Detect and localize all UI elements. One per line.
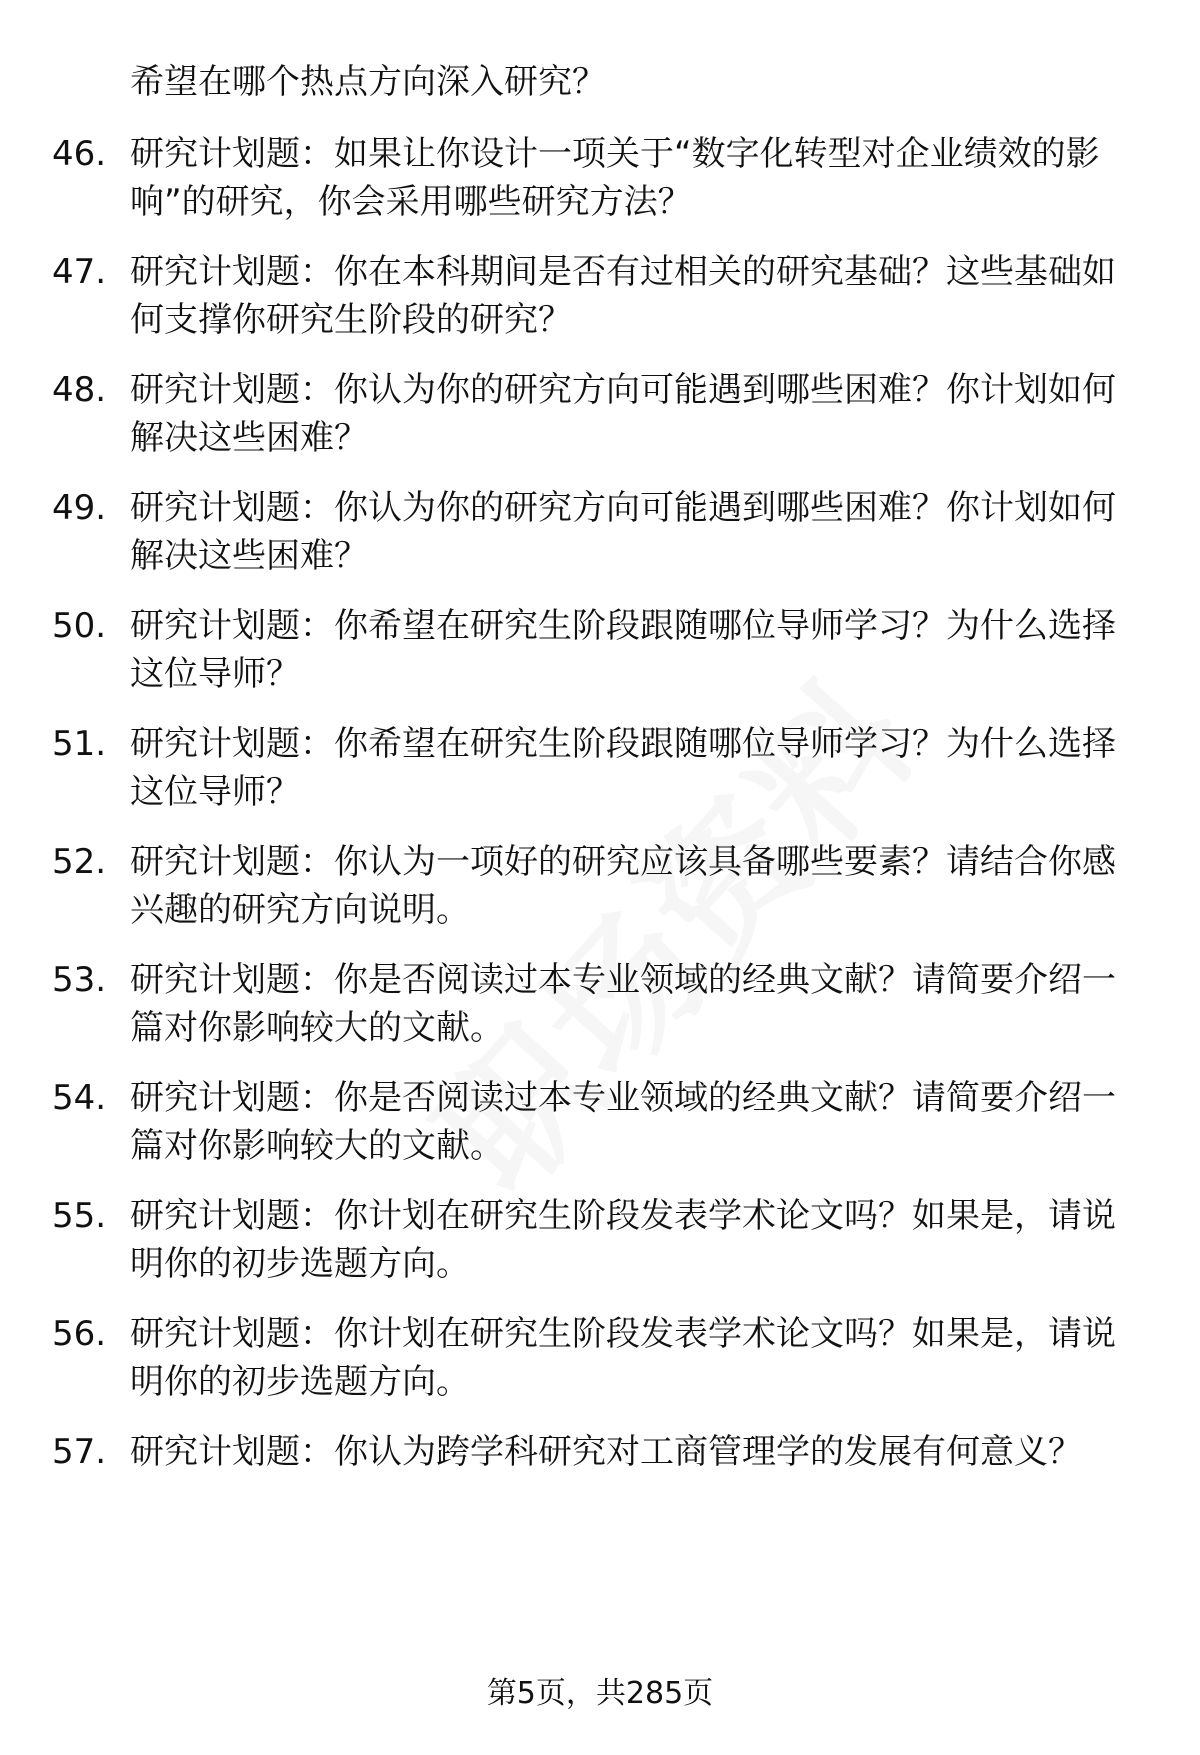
question-text: 研究计划题：你是否阅读过本专业领域的经典文献？请简要介绍一篇对你影响较大的文献。 <box>130 1078 1116 1166</box>
question-text: 研究计划题：你认为你的研究方向可能遇到哪些困难？你计划如何解决这些困难？ <box>130 370 1116 458</box>
question-number: 57. <box>52 1432 107 1472</box>
question-text: 研究计划题：你计划在研究生阶段发表学术论文吗？如果是，请说明你的初步选题方向。 <box>130 1314 1116 1402</box>
question-text: 研究计划题：你认为一项好的研究应该具备哪些要素？请结合你感兴趣的研究方向说明。 <box>130 842 1116 930</box>
question-number: 46. <box>52 134 107 174</box>
question-text: 研究计划题：你认为你的研究方向可能遇到哪些困难？你计划如何解决这些困难？ <box>130 488 1116 576</box>
question-number: 49. <box>52 488 107 528</box>
question-number: 52. <box>52 842 107 882</box>
question-number: 50. <box>52 606 107 646</box>
question-text: 研究计划题：你是否阅读过本专业领域的经典文献？请简要介绍一篇对你影响较大的文献。 <box>130 960 1116 1048</box>
page-number-footer: 第5页，共285页 <box>486 1676 714 1711</box>
question-number: 51. <box>52 724 107 764</box>
question-number: 47. <box>52 252 107 292</box>
question-text: 研究计划题：你希望在研究生阶段跟随哪位导师学习？为什么选择这位导师？ <box>130 606 1116 694</box>
question-number: 56. <box>52 1314 107 1354</box>
question-text: 研究计划题：你在本科期间是否有过相关的研究基础？这些基础如何支撑你研究生阶段的研究？ <box>130 252 1116 340</box>
question-text: 研究计划题：你计划在研究生阶段发表学术论文吗？如果是，请说明你的初步选题方向。 <box>130 1196 1116 1284</box>
question-number: 55. <box>52 1196 107 1236</box>
question-text: 研究计划题：你认为跨学科研究对工商管理学的发展有何意义？ <box>130 1432 1082 1472</box>
question-text: 研究计划题：如果让你设计一项关于“数字化转型对企业绩效的影响”的研究，你会采用哪些研究方法？ <box>130 134 1100 222</box>
question-number: 48. <box>52 370 107 410</box>
question-number: 53. <box>52 960 107 1000</box>
question-number: 54. <box>52 1078 107 1118</box>
continued-question-text: 希望在哪个热点方向深入研究？ <box>130 62 606 102</box>
question-text: 研究计划题：你希望在研究生阶段跟随哪位导师学习？为什么选择这位导师？ <box>130 724 1116 812</box>
